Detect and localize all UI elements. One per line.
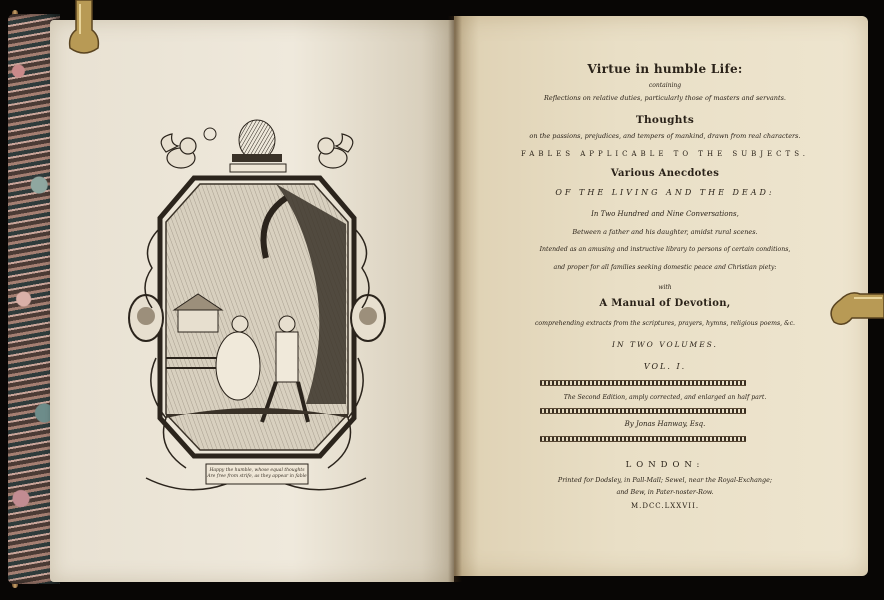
engraving-art <box>126 118 388 506</box>
ornamental-rule <box>540 436 746 442</box>
title-thoughts: Thoughts <box>635 114 695 126</box>
frontispiece-caption: Happy the humble, whose equal thoughts Are free from strife, as they appear in fable <box>207 468 307 479</box>
title-volumes: IN TWO VOLUMES. <box>612 340 718 349</box>
title-anecdotes: Various Anecdotes <box>610 168 720 179</box>
title-between: Between a father and his daughter, amidst rural scenes. <box>572 228 758 236</box>
title-date: M.DCC.LXXVII. <box>630 502 700 510</box>
title-manual: A Manual of Devotion, <box>599 298 731 309</box>
title-fables: FABLES APPLICABLE TO THE SUBJECTS. <box>521 150 809 158</box>
title-proper: and proper for all families seeking domestic peace and Christian piety: <box>553 264 777 271</box>
title-reflections: Reflections on relative duties, particularly those of masters and servants. <box>543 94 786 102</box>
ornamental-rule <box>540 380 746 386</box>
title-living-dead: OF THE LIVING AND THE DEAD: <box>555 188 775 197</box>
title-intended: Intended as an amusing and instructive library to persons of certain conditions, <box>539 246 791 253</box>
page-clip-right <box>826 282 884 332</box>
page-clip-top <box>66 0 102 58</box>
title-edition: The Second Edition, amply corrected, and enlarged an half part. <box>563 394 767 401</box>
title-conversations: In Two Hundred and Nine Conversations, <box>591 210 739 218</box>
title-containing: containing <box>648 82 682 89</box>
title-author: By Jonas Hanway, Esq. <box>624 420 706 428</box>
title-printed-line2: and Bew, in Pater-noster-Row. <box>616 488 714 496</box>
title-comprehending: comprehending extracts from the scriptures, prayers, hymns, religious poems, &c. <box>534 320 796 327</box>
title-vol: VOL. I. <box>643 362 687 371</box>
title-thoughts-desc: on the passions, prejudices, and tempers of mankind, drawn from real characters. <box>529 132 801 140</box>
title-with: with <box>658 284 672 291</box>
frontispiece-engraving <box>126 118 388 506</box>
title-printed-line1: Printed for Dodsley, in Pall-Mall; Sewel, near the Royal-Exchange; <box>557 476 773 484</box>
ornamental-rule <box>540 408 746 414</box>
book-gutter <box>448 16 462 582</box>
book-title: Virtue in humble Life: <box>587 62 743 76</box>
title-city: LONDON: <box>625 460 705 470</box>
